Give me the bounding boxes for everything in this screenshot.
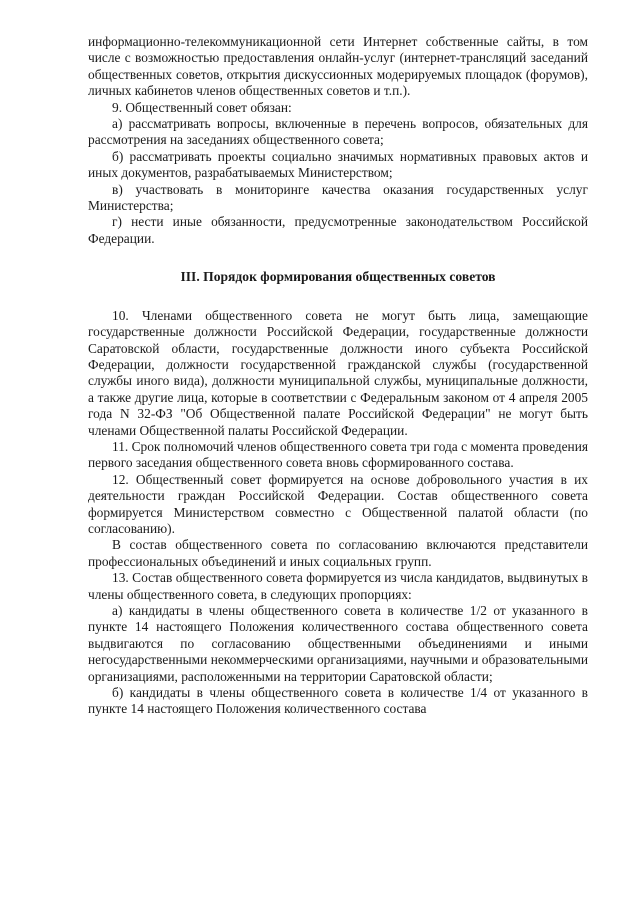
paragraph-item-9: 9. Общественный совет обязан: [112, 99, 292, 115]
paragraph-item-12: 12. Общественный совет формируется на основе добровольного участия в их деятельности граждан Российской Федерации. Состав общественного совета формируется Министерством совместно с Общественной палатой области (по согласованию). [88, 471, 588, 536]
paragraph-item-9b: б) рассматривать проекты социально значимых нормативных правовых актов и иных документов, разрабатываемых Министерством; [88, 148, 588, 181]
section-heading: III. Порядок формирования общественных советов [180, 269, 496, 285]
paragraph-item-13: 13. Состав общественного совета формируется из числа кандидатов, выдвинутых в члены общественного совета, в следующих пропорциях: [88, 570, 588, 602]
paragraph-item-11: 11. Срок полномочий членов общественного совета три года с момента проведения первого заседания общественного совета вновь сформированного состава. [88, 438, 589, 471]
paragraph-item-13b: б) кандидаты в члены общественного совета в количестве 1/4 от указанного в пункте 14 настоящего Положения количественного состава [88, 685, 588, 717]
paragraph-item-13a: а) кандидаты в члены общественного совета в количестве 1/2 от указанного в пункте 14 настоящего Положения количественного состава общественного совета выдвигаются по согласованию общественными объединениями и иными негосударственными некоммерческими организациями, научными и образовательными организациями, расположенными на территории Саратовской области; [88, 603, 588, 684]
paragraph-item-10: 10. Членами общественного совета не могут быть лица, замещающие государственные должности Российской Федерации, государственные должности Саратовской области, государственные должности иного субъекта Российской Федерации, должности государственной гражданской службы (государственной службы иного вида), должности муниципальной службы, муниципальные должности, а также другие лица, которые в соответствии с Федеральным законом от 4 апреля 2005 года N 32-ФЗ "Об Общественной палате Российской Федерации" не могут быть членами Общественной палаты Российской Федерации. [88, 307, 588, 438]
paragraph-continuation: информационно-телекоммуникационной сети Интернет собственные сайты, в том числе с возможностью предоставления онлайн-услуг (интернет-трансляций заседаний общественных советов, открытия дискуссионных модерируемых площадок (форумов), личных кабинетов членов общественных советов и т.п.). [88, 34, 588, 99]
paragraph-item-9v: в) участвовать в мониторинге качества оказания государственных услуг Министерства; [88, 181, 588, 214]
paragraph-item-9g: г) нести иные обязанности, предусмотренные законодательством Российской Федерации. [88, 214, 588, 246]
paragraph-item-12-cont: В состав общественного совета по согласованию включаются представители профессиональных объединений и иных социальных групп. [88, 537, 588, 569]
paragraph-item-9a: а) рассматривать вопросы, включенные в перечень вопросов, обязательных для рассмотрения на заседаниях общественного совета; [88, 116, 588, 148]
